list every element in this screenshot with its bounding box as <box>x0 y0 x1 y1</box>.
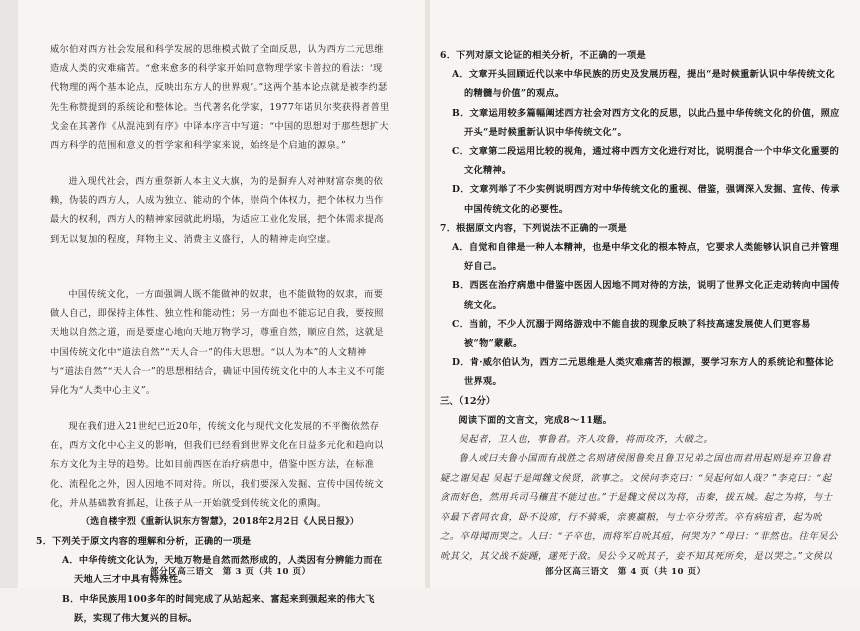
right-page <box>430 0 860 588</box>
question-5-options <box>50 551 390 631</box>
paragraph-4: 现在我们进入21世纪已近20年，传统文化与现代文化发展的不平衡依然存在，西方文化中心主义的影响，但我们已经看到世界文化在日益多元化和趋向以东方文化为主导的趋势。比如目前西医在治疗病患中，借鉴中医方法，在标准化、流程化之外，因人因地不同对待。所以，我们要深入发掘、宣传中国传统文化，并从基础教育抓起，让孩子从一开始就受到传统文化的熏陶。 <box>50 421 384 509</box>
option-7d: D．肯·威尔伯认为，西方二元思维是人类灾难痛苦的根源，要学习东方人的系统论和整体论世界观。 <box>452 357 834 388</box>
question-6-options <box>440 65 840 219</box>
option-7a: A．自觉和自律是一种人本精神，也是中华文化的根本特点，它要求人类能够认识自己并管理好自己。 <box>452 242 839 273</box>
paragraph-1: 威尔伯对西方社会发展和科学发展的思维模式做了全面反思，认为西方二元思维造成人类的灾难痛苦。“愈来愈多的科学家开始同意物理学家卡普拉的看法：‘现代物理的两个基本论点，反映出东方人的世界观’。”这两个基本论点就是被李约瑟先生称赞提到的系统论和整体论。当代著名化学家，1977年诺贝尔奖获得者普里戈金在其著作《从混沌到有序》中译本序言中写道：“中国的思想对于那些想扩大西方科学的范围和意义的哲学家和科学家来说，始终是个启迪的源泉。” <box>50 44 390 152</box>
question-7-options <box>440 238 840 392</box>
classical-line-1: 吴起者，卫人也，事鲁君。齐人攻鲁，将而攻齐，大破之。 <box>458 434 714 446</box>
option-5b: B．中华民族用100多年的时间完成了从站起来、富起来到强起来的伟大飞跃，实现了伟大复兴的目标。 <box>62 593 375 624</box>
left-page-footer: 部分区高三语文 第 3 页（共 10 页） <box>150 567 311 577</box>
option-6d: D．文章列举了不少实例说明西方对中华传统文化的重视、借鉴，强调深入发掘、宣传、传承中国传统文化的必要性。 <box>452 184 840 215</box>
left-page <box>0 0 425 624</box>
right-page-footer: 部分区高三语文 第 4 页（共 10 页） <box>545 567 706 577</box>
option-6b: B．文章运用较多篇幅阐述西方社会对西方文化的反思，以此凸显中华传统文化的价值，照应开头“是时候重新认识中华传统文化”。 <box>452 107 840 138</box>
question-7: 7．根据原文内容，下列说法不正确的一项是 <box>440 222 627 234</box>
option-5a: A．中华传统文化认为，天地万物是自然而然形成的，人类因有分辨能力而在天地人三才中具有特殊性。 <box>62 555 383 586</box>
right-column <box>440 46 840 565</box>
reading-instruction: 阅读下面的文言文，完成8～11题。 <box>458 414 613 426</box>
paragraph-3: 中国传统文化，一方面强调人既不能做神的奴隶，也不能做物的奴隶，而要做人自己，即保持主体性、独立性和能动性；另一方面也不能忘记自我，要按照天地以自然之道，而是要虚心地向天地万物学习，尊重自然，顺应自然，这就是中国传统文化中“道法自然”“天人合一”的伟大思想。“以人为本”的人文精神与“道法自然”“天人合一”的思想相结合，确证中国传统文化中的人本主义不可能异化为“人类中心主义”。 <box>50 289 385 397</box>
option-7c: C．当前，不少人沉溺于网络游戏中不能自拔的现象反映了科技高速发展使人们更容易被“物”蒙蔽。 <box>452 318 811 350</box>
section-3-heading: 三、（12分） <box>440 395 496 407</box>
option-7b: B．西医在治疗病患中借鉴中医因人因地不同对待的方法，说明了世界文化正走动转向中国传统文化。 <box>452 280 840 311</box>
option-6c: C．文章第二段运用比较的视角，通过将中西方文化进行对比，说明混合一个中华文化重要的文化精神。 <box>452 146 840 177</box>
question-5: 5．下列关于原文内容的理解和分析，正确的一项是 <box>36 536 252 547</box>
source-citation: （选自楼宇烈《重新认识东方智慧》，2018年2月2日《人民日报》） <box>80 517 360 527</box>
question-6: 6．下列对原文论证的相关分析，不正确的一项是 <box>440 50 646 61</box>
paragraph-2: 进入现代社会，西方重祭新人本主义大旗，为的是摒弃人对神财富奈奥的依赖，伪装的西方人，人成为独立、能动的个体，崇尚个体权力，把个体权力当作最大的权利，西方人的精神家园就此坍塌，为适应工业化发展，把个体需求提高到无以复加的程度，拜物主义、消费主义盛行，人的精神走向空虚。 <box>50 176 384 245</box>
option-6a: A．文章开头回顾近代以来中华民族的历史及发展历程，提出“是时候重新认识中华传统文化的精髓与价值”的观点。 <box>452 69 836 100</box>
left-column <box>36 40 390 631</box>
classical-paragraph: 鲁人或曰夫鲁小国而有战胜之名则诸侯图鲁矣且鲁卫兄弟之国也而君用起则是弃卫鲁君疑之谢吴起 吴起于是闻魏文侯贤，欲事之。文侯问李克曰：“吴起何如人哉？”李克曰：“起贪而好色，然用兵司马穰苴不能过也。”于是魏文侯以为将，击秦，拔五城。起之为将，与士卒最下者同衣食，卧不设席，行不骑乘，亲裹赢粮，与士卒分劳苦。卒有病疽者，起为吮之。卒母闻而哭之。人曰：“子卒也，而将军自吮其疽，何哭为？”母曰：“非然也。往年吴公吮其父，其父战不旋踵，遂死于敌。吴公今又吮其子，妾不知其死所矣，是以哭之。”文侯以 <box>440 453 838 562</box>
